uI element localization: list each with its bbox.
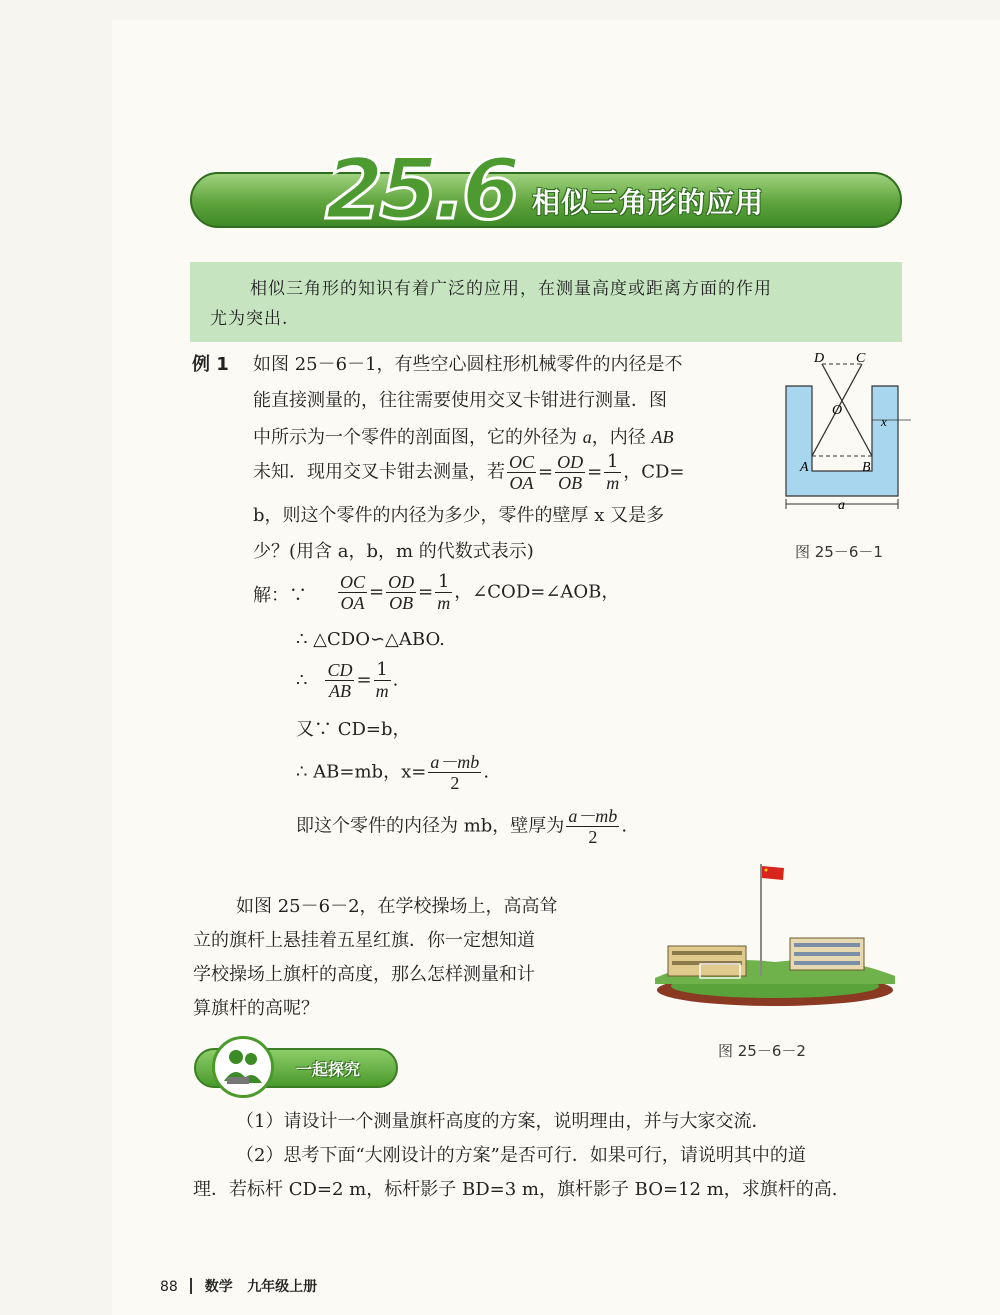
flag-text-line-1: 如图 25－6－2，在学校操场上，高高耸 bbox=[236, 896, 558, 917]
explore-question-2-line-2: 理．若标杆 CD=2 m，标杆影子 BD=3 m，旗杆影子 BO=12 m，求旗杆的高. bbox=[193, 1179, 838, 1200]
solution-step-1: $\frac{OC}{OA}$ = $\frac{OD}{OB}$ = $\frac{1}{m}$ ，∠COD=∠AOB， bbox=[340, 571, 620, 613]
section-number: 25.6 bbox=[325, 140, 517, 238]
solution-step-3: ∴ $\frac{CD}{AB}$ = $\frac{1}{m}$ . bbox=[296, 659, 399, 701]
solution-step-5: ∴ AB=mb，x= $\frac{a-mb}{2}$ . bbox=[296, 752, 490, 793]
figure-1-caption: 图 25－6－1 bbox=[795, 543, 883, 561]
explore-question-2-line-1: （2）思考下面“大刚设计的方案”是否可行．如果可行，请说明其中的道 bbox=[236, 1145, 806, 1166]
solution-conclusion: 即这个零件的内径为 mb，壁厚为 $\frac{a-mb}{2}$ . bbox=[296, 806, 628, 847]
page-footer bbox=[160, 1276, 317, 1296]
intro-line-2: 尤为突出. bbox=[210, 309, 289, 329]
solution-step-4: 又∵ CD=b， bbox=[296, 719, 411, 740]
caliper-figure bbox=[776, 346, 916, 521]
label-B: B bbox=[862, 460, 871, 475]
example-line-5: b，则这个零件的内径为多少，零件的壁厚 x 又是多 bbox=[253, 505, 665, 526]
flag-text-line-2: 立的旗杆上悬挂着五星红旗．你一定想知道 bbox=[193, 930, 535, 951]
page-number: 88 bbox=[160, 1279, 178, 1295]
intro-line-1: 相似三角形的知识有着广泛的应用，在测量高度或距离方面的作用 bbox=[250, 279, 772, 299]
example-line-1: 如图 25－6－1，有些空心圆柱形机械零件的内径是不 bbox=[253, 354, 683, 375]
example-line-4: 未知．现用交叉卡钳去测量，若 $\frac{OC}{OA}$ = $\frac{OD}{OB}$ = $\frac{1}{m}$ ，CD= bbox=[253, 451, 685, 493]
schoolyard-illustration bbox=[650, 858, 900, 1008]
footer-subject: 数学 bbox=[204, 1279, 233, 1295]
explore-label: 一起探究 bbox=[296, 1060, 361, 1079]
people-icon bbox=[212, 1036, 274, 1098]
section-title: 相似三角形的应用 bbox=[532, 186, 765, 219]
label-x: x bbox=[881, 414, 887, 429]
example-label: 例 1 bbox=[192, 354, 229, 375]
footer-divider bbox=[190, 1278, 192, 1294]
explore-question-1: （1）请设计一个测量旗杆高度的方案，说明理由，并与大家交流． bbox=[236, 1111, 770, 1132]
footer-grade: 九年级上册 bbox=[247, 1279, 318, 1295]
label-D: D bbox=[814, 351, 825, 366]
flag-text-line-4: 算旗杆的高呢？ bbox=[193, 998, 319, 1019]
example-line-6: 少？(用含 a，b，m 的代数式表示) bbox=[253, 541, 534, 562]
label-O: O bbox=[832, 403, 843, 418]
caliper-arm-1 bbox=[822, 364, 872, 456]
label-a: a bbox=[838, 498, 845, 513]
figure-2-caption: 图 25－6－2 bbox=[718, 1042, 806, 1060]
example-line-2: 能直接测量的，往往需要使用交叉卡钳进行测量．图 bbox=[253, 390, 667, 411]
solution-label: 解：∵ bbox=[253, 585, 307, 606]
label-C: C bbox=[856, 351, 866, 366]
label-A: A bbox=[800, 460, 809, 475]
red-flag bbox=[762, 866, 784, 880]
example-line-3: 中所示为一个零件的剖面图，它的外径为 a，内径 AB bbox=[253, 427, 674, 448]
solution-step-2: ∴ △CDO∽△ABO. bbox=[296, 629, 445, 650]
intro-box bbox=[190, 262, 902, 342]
flag-text-line-3: 学校操场上旗杆的高度，那么怎样测量和计 bbox=[193, 964, 535, 985]
